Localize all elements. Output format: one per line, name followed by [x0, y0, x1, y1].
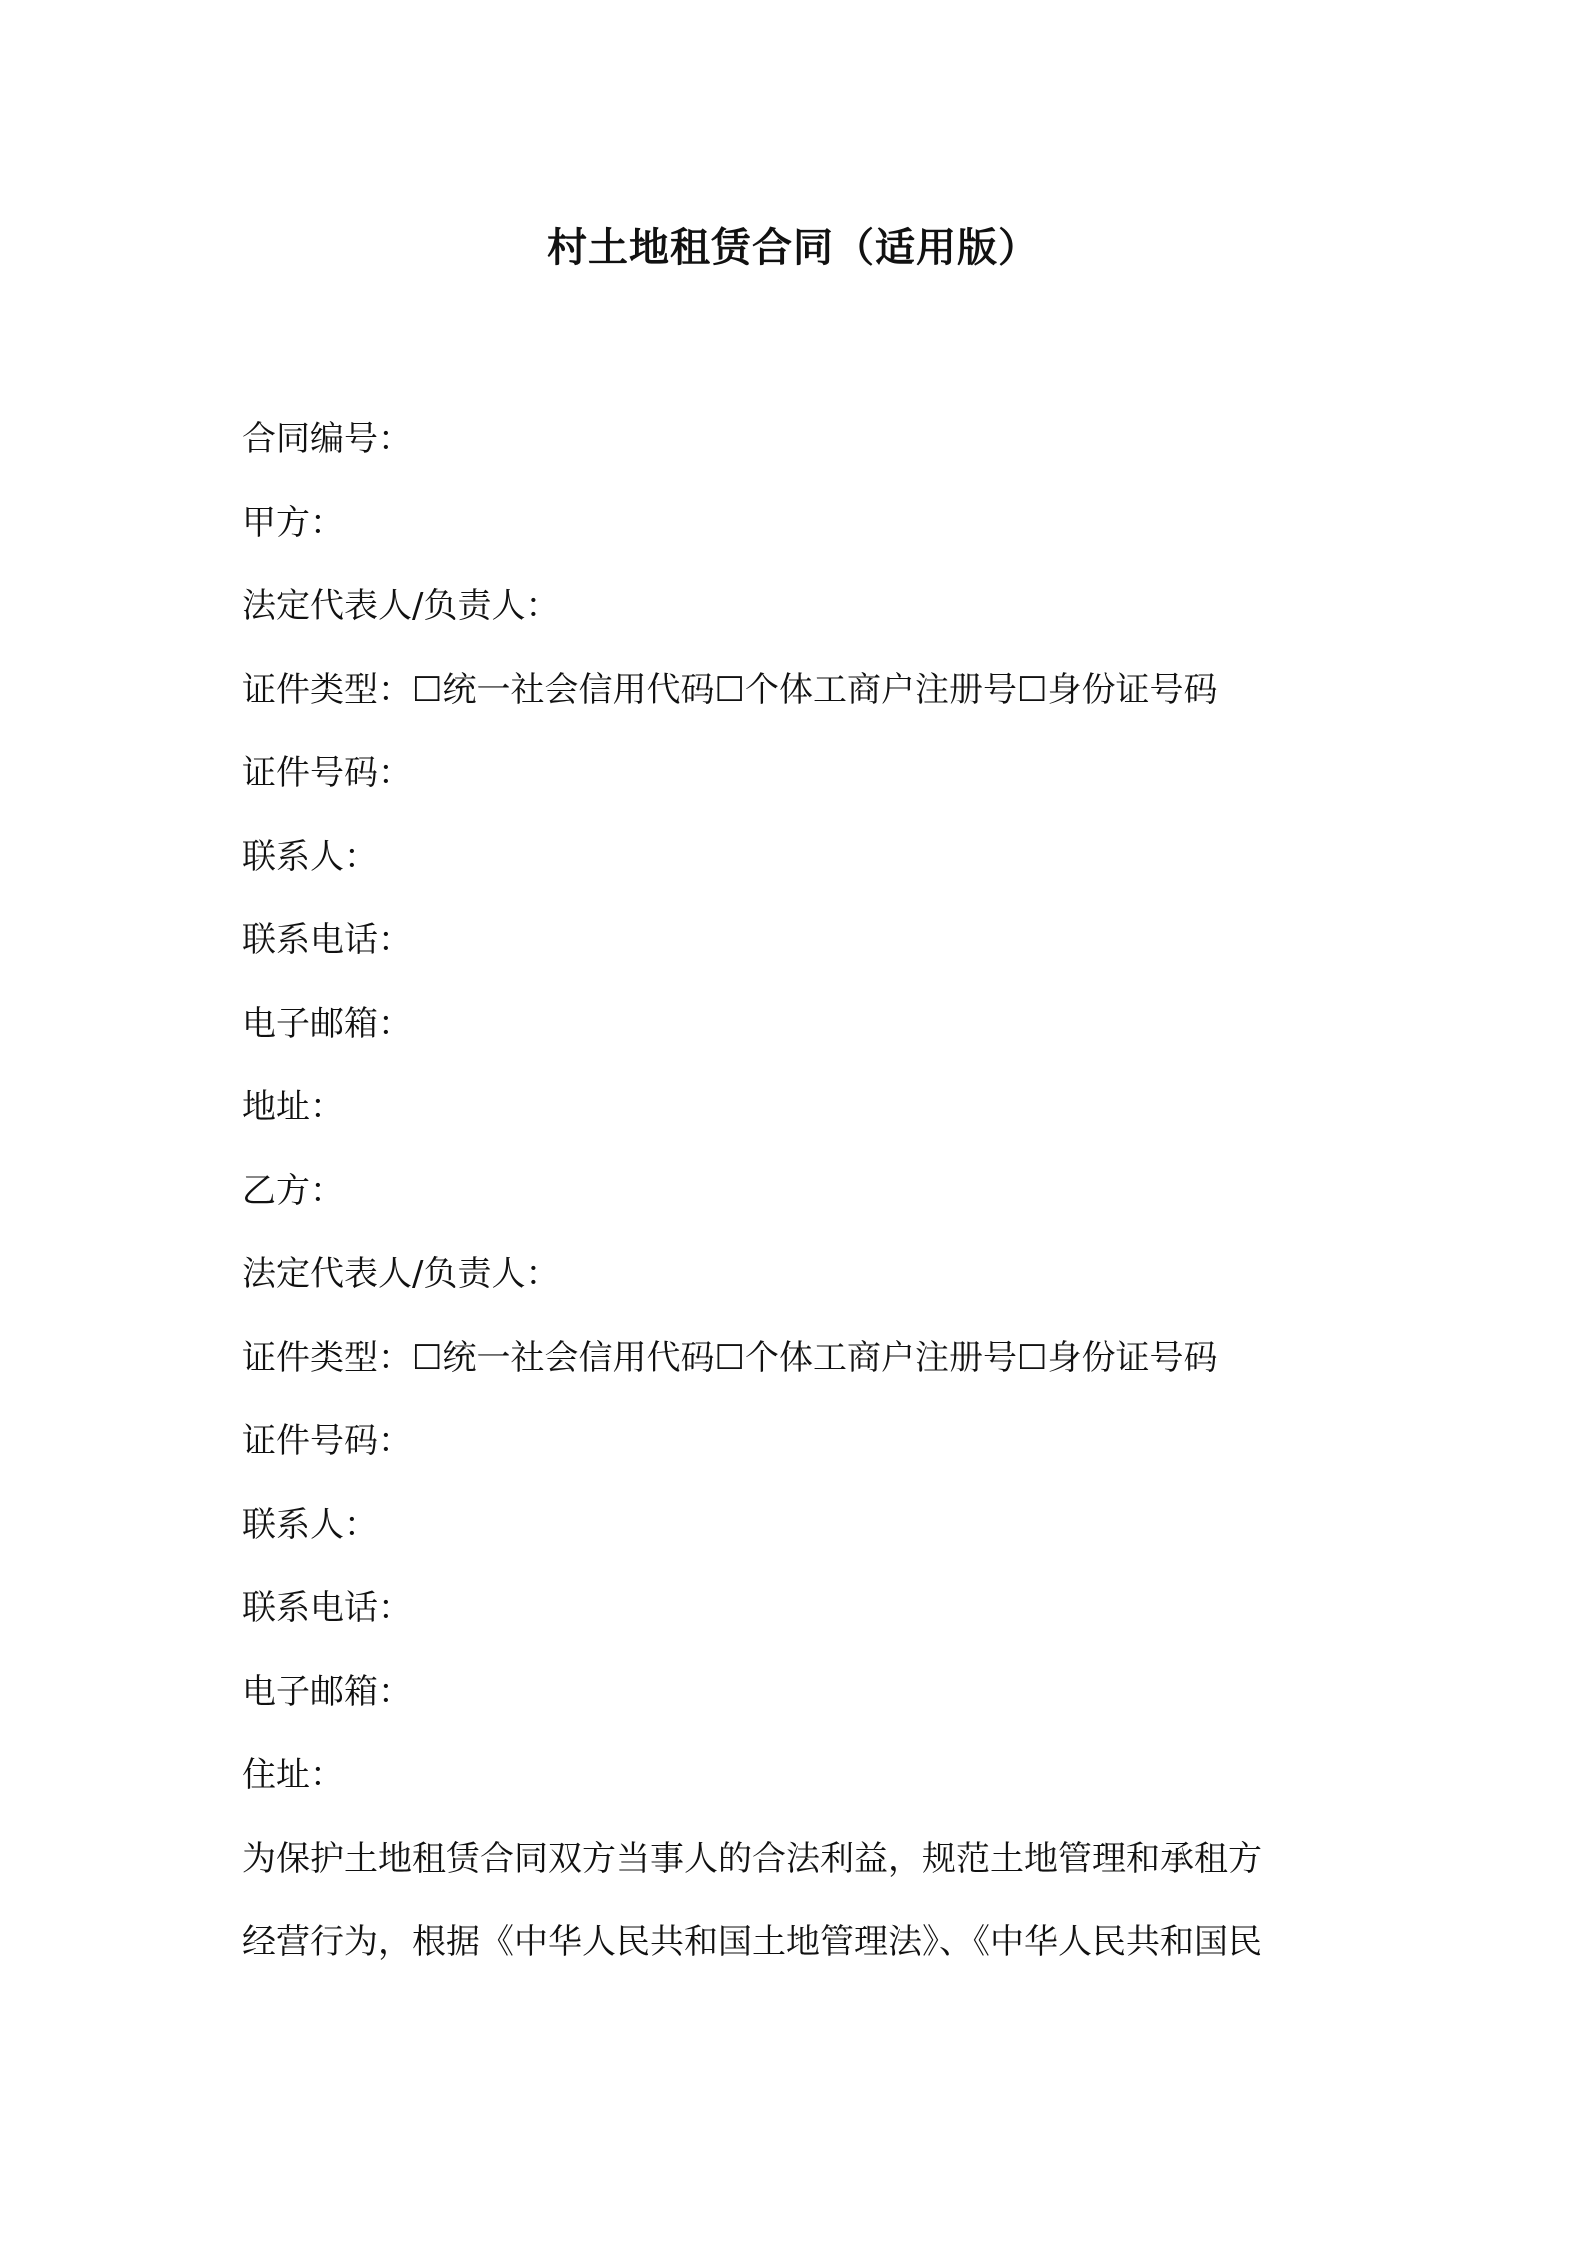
field-contract-number: 合同编号： [242, 419, 412, 459]
field-party-a-contact: 联系人： [242, 836, 378, 877]
field-party-a-legal-rep: 法定代表人/负责人： [242, 586, 560, 626]
field-party-b: 乙方： [242, 1170, 344, 1211]
field-party-b-contact: 联系人： [242, 1504, 378, 1545]
field-party-a-id-type: 证件类型：☐统一社会信用代码☐个体工商户注册号☐身份证号码 [242, 669, 1218, 710]
field-party-a-email: 电子邮箱： [242, 1003, 412, 1044]
field-party-a-address: 地址： [242, 1087, 344, 1127]
field-party-b-phone: 联系电话： [242, 1588, 412, 1628]
field-party-b-email: 电子邮箱： [242, 1671, 412, 1712]
field-party-a-id-number: 证件号码： [242, 753, 412, 793]
field-party-b-legal-rep: 法定代表人/负责人： [242, 1254, 560, 1294]
document-body [242, 398, 1362, 1985]
field-party-a: 甲方： [242, 502, 344, 543]
field-party-b-residence: 住址： [242, 1755, 344, 1795]
field-party-a-phone: 联系电话： [242, 920, 412, 960]
intro-paragraph-line: 经营行为，根据《中华人民共和国土地管理法》、《中华人民共和国民 [242, 1922, 1262, 1962]
field-party-b-id-number: 证件号码： [242, 1421, 412, 1461]
document-title: 村土地租赁合同（适用版） [547, 225, 1039, 271]
intro-paragraph-line: 为保护土地租赁合同双方当事人的合法利益，规范土地管理和承租方 [242, 1838, 1262, 1879]
field-party-b-id-type: 证件类型：☐统一社会信用代码☐个体工商户注册号☐身份证号码 [242, 1337, 1218, 1378]
